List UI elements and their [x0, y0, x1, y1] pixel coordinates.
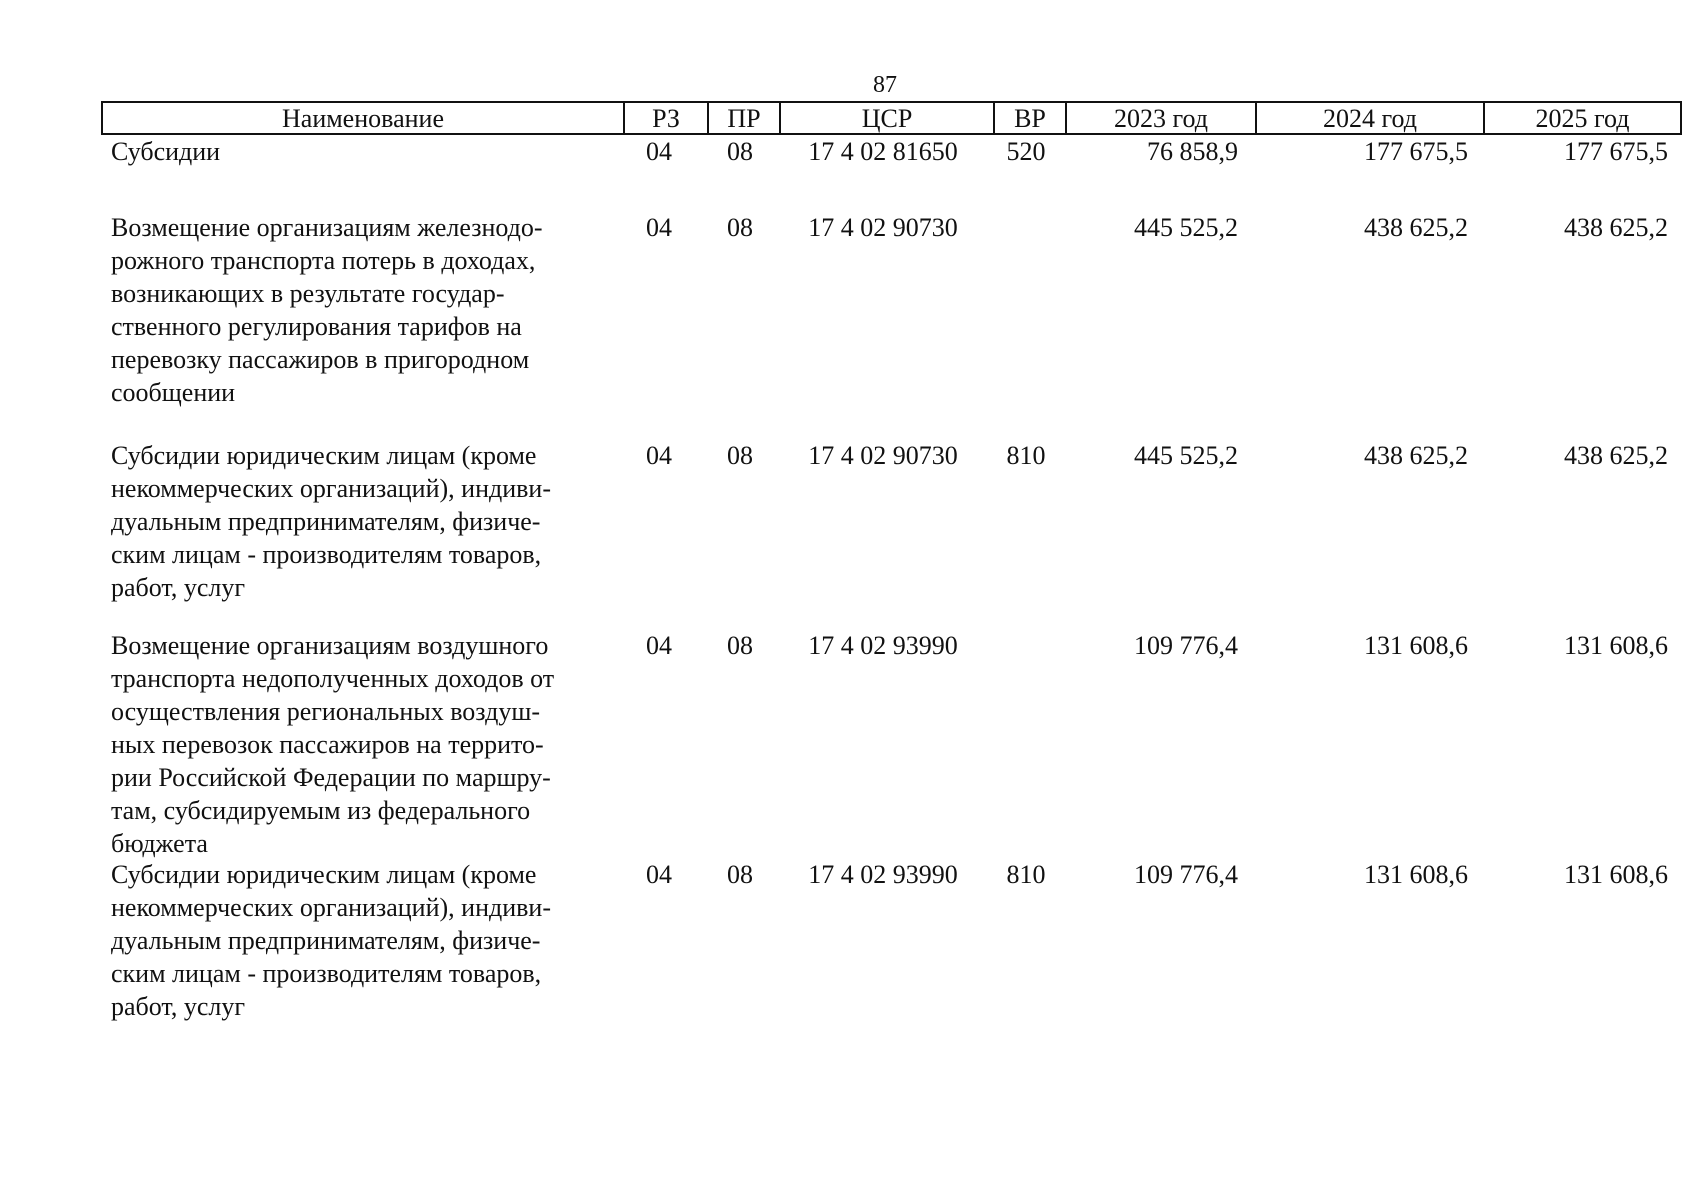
row-name-line: бюджета: [111, 829, 208, 858]
row-rz: 04: [646, 213, 672, 242]
row-name-line: некоммерческих организаций), индиви-: [111, 474, 551, 503]
header-2023: 2023 год: [1065, 103, 1255, 133]
table-header: [101, 101, 1682, 135]
row-rz: 04: [646, 631, 672, 660]
header-name: Наименование: [282, 104, 444, 133]
row-name-line: рии Российской Федерации по маршру-: [111, 763, 551, 792]
row-csr: 17 4 02 90730: [808, 441, 958, 470]
header-csr: ЦСР: [779, 103, 993, 133]
row-csr: 17 4 02 93990: [808, 631, 958, 660]
row-rz: 04: [646, 441, 672, 470]
row-name: [111, 211, 601, 409]
row-name: [111, 439, 601, 604]
row-csr: 17 4 02 81650: [808, 137, 958, 166]
row-name-line: ных перевозок пассажиров на террито-: [111, 730, 544, 759]
row-2025: 438 625,2: [1564, 441, 1668, 470]
row-name: [111, 629, 601, 860]
header-vr: ВР: [993, 103, 1065, 133]
row-name-line: возникающих в результате государ-: [111, 279, 505, 308]
row-pr: 08: [727, 441, 753, 470]
row-pr: 08: [727, 631, 753, 660]
row-name-line: Возмещение организациям железнодо-: [111, 213, 543, 242]
row-vr: 810: [1006, 860, 1046, 889]
row-2023: 76 858,9: [1147, 137, 1238, 166]
row-name-line: Субсидии юридическим лицам (кроме: [111, 860, 537, 889]
row-name-line: дуальным предпринимателям, физиче-: [111, 507, 541, 536]
row-name-line: там, субсидируемым из федерального: [111, 796, 531, 825]
row-name-line: ским лицам - производителям товаров,: [111, 959, 542, 988]
row-name-line: рожного транспорта потерь в доходах,: [111, 246, 536, 275]
row-2025: 131 608,6: [1564, 631, 1668, 660]
row-name-line: Субсидии: [111, 137, 221, 166]
row-2023: 109 776,4: [1134, 860, 1238, 889]
row-csr: 17 4 02 93990: [808, 860, 958, 889]
row-vr: 810: [1006, 441, 1046, 470]
row-2025: 438 625,2: [1564, 213, 1668, 242]
row-rz: 04: [646, 137, 672, 166]
row-name-line: ским лицам - производителям товаров,: [111, 540, 542, 569]
row-name: [111, 858, 601, 1023]
page-number: 87: [873, 72, 897, 98]
row-name-line: сообщении: [111, 378, 236, 407]
row-pr: 08: [727, 860, 753, 889]
row-2024: 131 608,6: [1364, 631, 1468, 660]
row-name-line: Субсидии юридическим лицам (кроме: [111, 441, 537, 470]
header-2024: 2024 год: [1255, 103, 1483, 133]
row-2024: 131 608,6: [1364, 860, 1468, 889]
row-2025: 131 608,6: [1564, 860, 1668, 889]
row-name: [111, 135, 601, 168]
row-name-line: некоммерческих организаций), индиви-: [111, 893, 551, 922]
row-name-line: транспорта недополученных доходов от: [111, 664, 555, 693]
row-2024: 438 625,2: [1364, 441, 1468, 470]
row-2023: 109 776,4: [1134, 631, 1238, 660]
row-name-line: перевозку пассажиров в пригородном: [111, 345, 530, 374]
row-2024: 438 625,2: [1364, 213, 1468, 242]
row-pr: 08: [727, 137, 753, 166]
row-name-line: ственного регулирования тарифов на: [111, 312, 522, 341]
row-csr: 17 4 02 90730: [808, 213, 958, 242]
row-name-line: дуальным предпринимателям, физиче-: [111, 926, 541, 955]
row-vr: 520: [1006, 137, 1046, 166]
row-2024: 177 675,5: [1364, 137, 1468, 166]
header-rz: РЗ: [623, 103, 707, 133]
row-name-line: работ, услуг: [111, 992, 246, 1021]
row-name-line: Возмещение организациям воздушного: [111, 631, 549, 660]
row-pr: 08: [727, 213, 753, 242]
row-name-line: работ, услуг: [111, 573, 246, 602]
row-2023: 445 525,2: [1134, 213, 1238, 242]
row-rz: 04: [646, 860, 672, 889]
header-2025: 2025 год: [1483, 103, 1680, 133]
row-name-line: осуществления региональных воздуш-: [111, 697, 541, 726]
header-pr: ПР: [707, 103, 779, 133]
row-2023: 445 525,2: [1134, 441, 1238, 470]
row-2025: 177 675,5: [1564, 137, 1668, 166]
